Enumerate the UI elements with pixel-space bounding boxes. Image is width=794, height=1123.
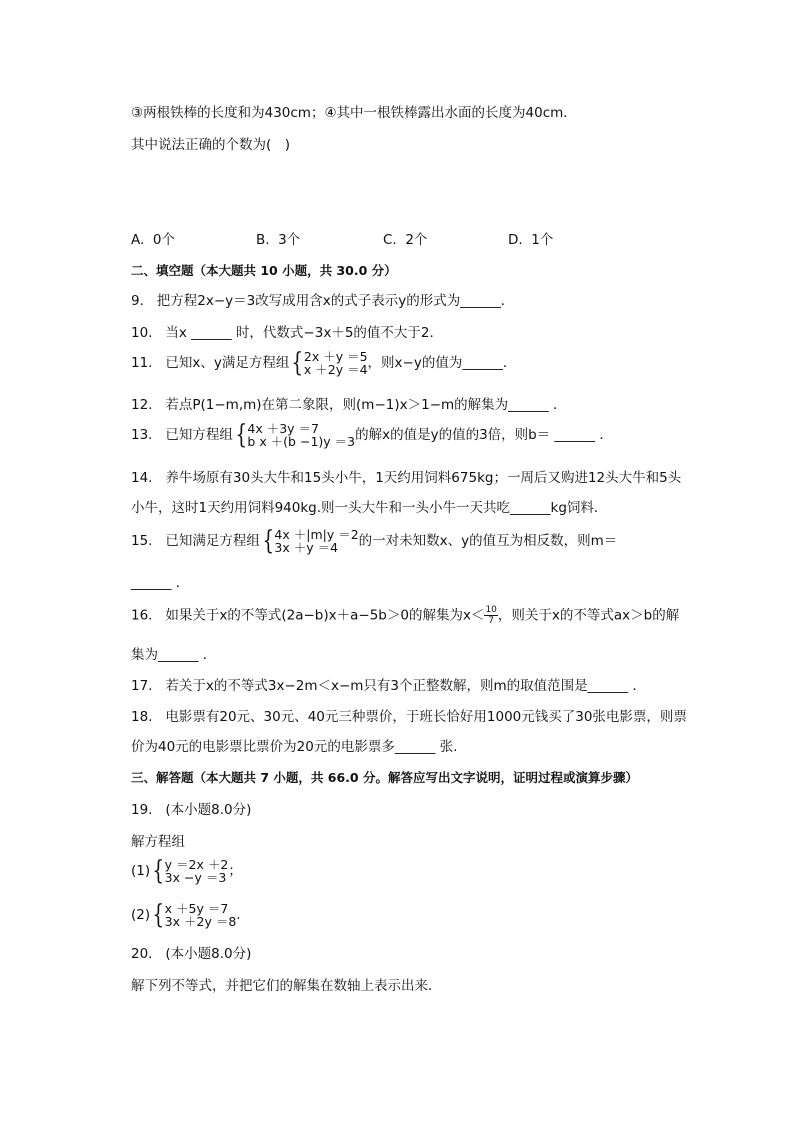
intro-line-2: 其中说法正确的个数为( ) — [131, 137, 291, 153]
fraction: $\frac{10}{7}$ — [485, 605, 497, 626]
brace-icon: { — [152, 856, 165, 886]
question-11: 11. 已知x、y满足方程组{ 2x ＋y ＝5 x ＋2y ＝4 ，则x−y的值为______． — [131, 348, 517, 378]
brace-icon: { — [152, 900, 165, 930]
question-19-part-2: (2){ x ＋5y ＝7 3x ＋2y ＝8 . — [131, 900, 241, 930]
question-18-line-2: 价为40元的电影票比票价为20元的电影票多______ 张. — [131, 739, 458, 755]
section-2-heading: 二、填空题（本大题共 10 小题，共 30.0 分） — [131, 263, 397, 278]
question-15: 15. 已知满足方程组{ 4x ＋|m|y ＝2 3x ＋y ＝4 的一对未知数x、y的值互为相反数，则m＝ — [131, 526, 618, 556]
question-18-line-1: 18. 电影票有20元、30元、40元三种票价，于班长恰好用1000元钱买了30张电影票，则票 — [131, 709, 687, 725]
question-14-line-1: 14. 养牛场原有30头大牛和15头小牛，1天约用饲料675kg；一周后又购进12头大牛和5头 — [131, 470, 682, 486]
question-13: 13. 已知方程组{ 4x ＋3y ＝7 b x ＋(b −1)y ＝3 的解x的值是y的值的3倍，则b＝ ______ ． — [131, 420, 613, 450]
question-10: 10. 当x ______ 时，代数式−3x＋5的值不大于2． — [131, 325, 443, 341]
intro-line-1: ③两根铁棒的长度和为430cm；④其中一根铁棒露出水面的长度为40cm． — [131, 105, 577, 121]
section-3-heading: 三、解答题（本大题共 7 小题，共 66.0 分。解答应写出文字说明，证明过程或演算步骤） — [131, 770, 638, 785]
question-19-instruction: 解方程组 — [131, 834, 185, 850]
question-19-part-1: (1){ y ＝2x ＋2 3x −y ＝3 ； — [131, 856, 242, 886]
question-15-line-2: ______ ． — [131, 575, 190, 591]
question-20-instruction: 解下列不等式，并把它们的解集在数轴上表示出来． — [131, 978, 442, 994]
option-c: C. 2个 — [383, 232, 428, 248]
question-12: 12. 若点P(1−m,m)在第二象限，则(m−1)x＞1−m的解集为______ ． — [131, 397, 567, 413]
option-b: B. 3个 — [256, 232, 301, 248]
brace-icon: { — [235, 420, 247, 450]
question-19-header: 19. (本小题8.0分) — [131, 802, 252, 818]
question-16-line-2: 集为______ ． — [131, 647, 217, 663]
question-16: 16. 如果关于x的不等式(2a−b)x＋a−5b＞0的解集为x＜ $\frac{10}{7}$ ，则关于x的不等式ax＞b的解 — [131, 605, 680, 626]
question-14-line-2: 小牛，这时1天约用饲料940kg.则一头大牛和一头小牛一天共吃______kg饲料． — [131, 500, 608, 516]
option-d: D. 1个 — [508, 232, 554, 248]
brace-icon: { — [291, 348, 304, 378]
option-a: A. 0个 — [131, 232, 175, 248]
question-20-header: 20. (本小题8.0分) — [131, 946, 252, 962]
question-17: 17. 若关于x的不等式3x−2m＜x−m只有3个正整数解，则m的取值范围是______ ． — [131, 678, 646, 694]
question-9: 9. 把方程2x−y＝3改写成用含x的式子表示y的形式为______． — [131, 293, 515, 309]
brace-icon: { — [262, 526, 274, 556]
